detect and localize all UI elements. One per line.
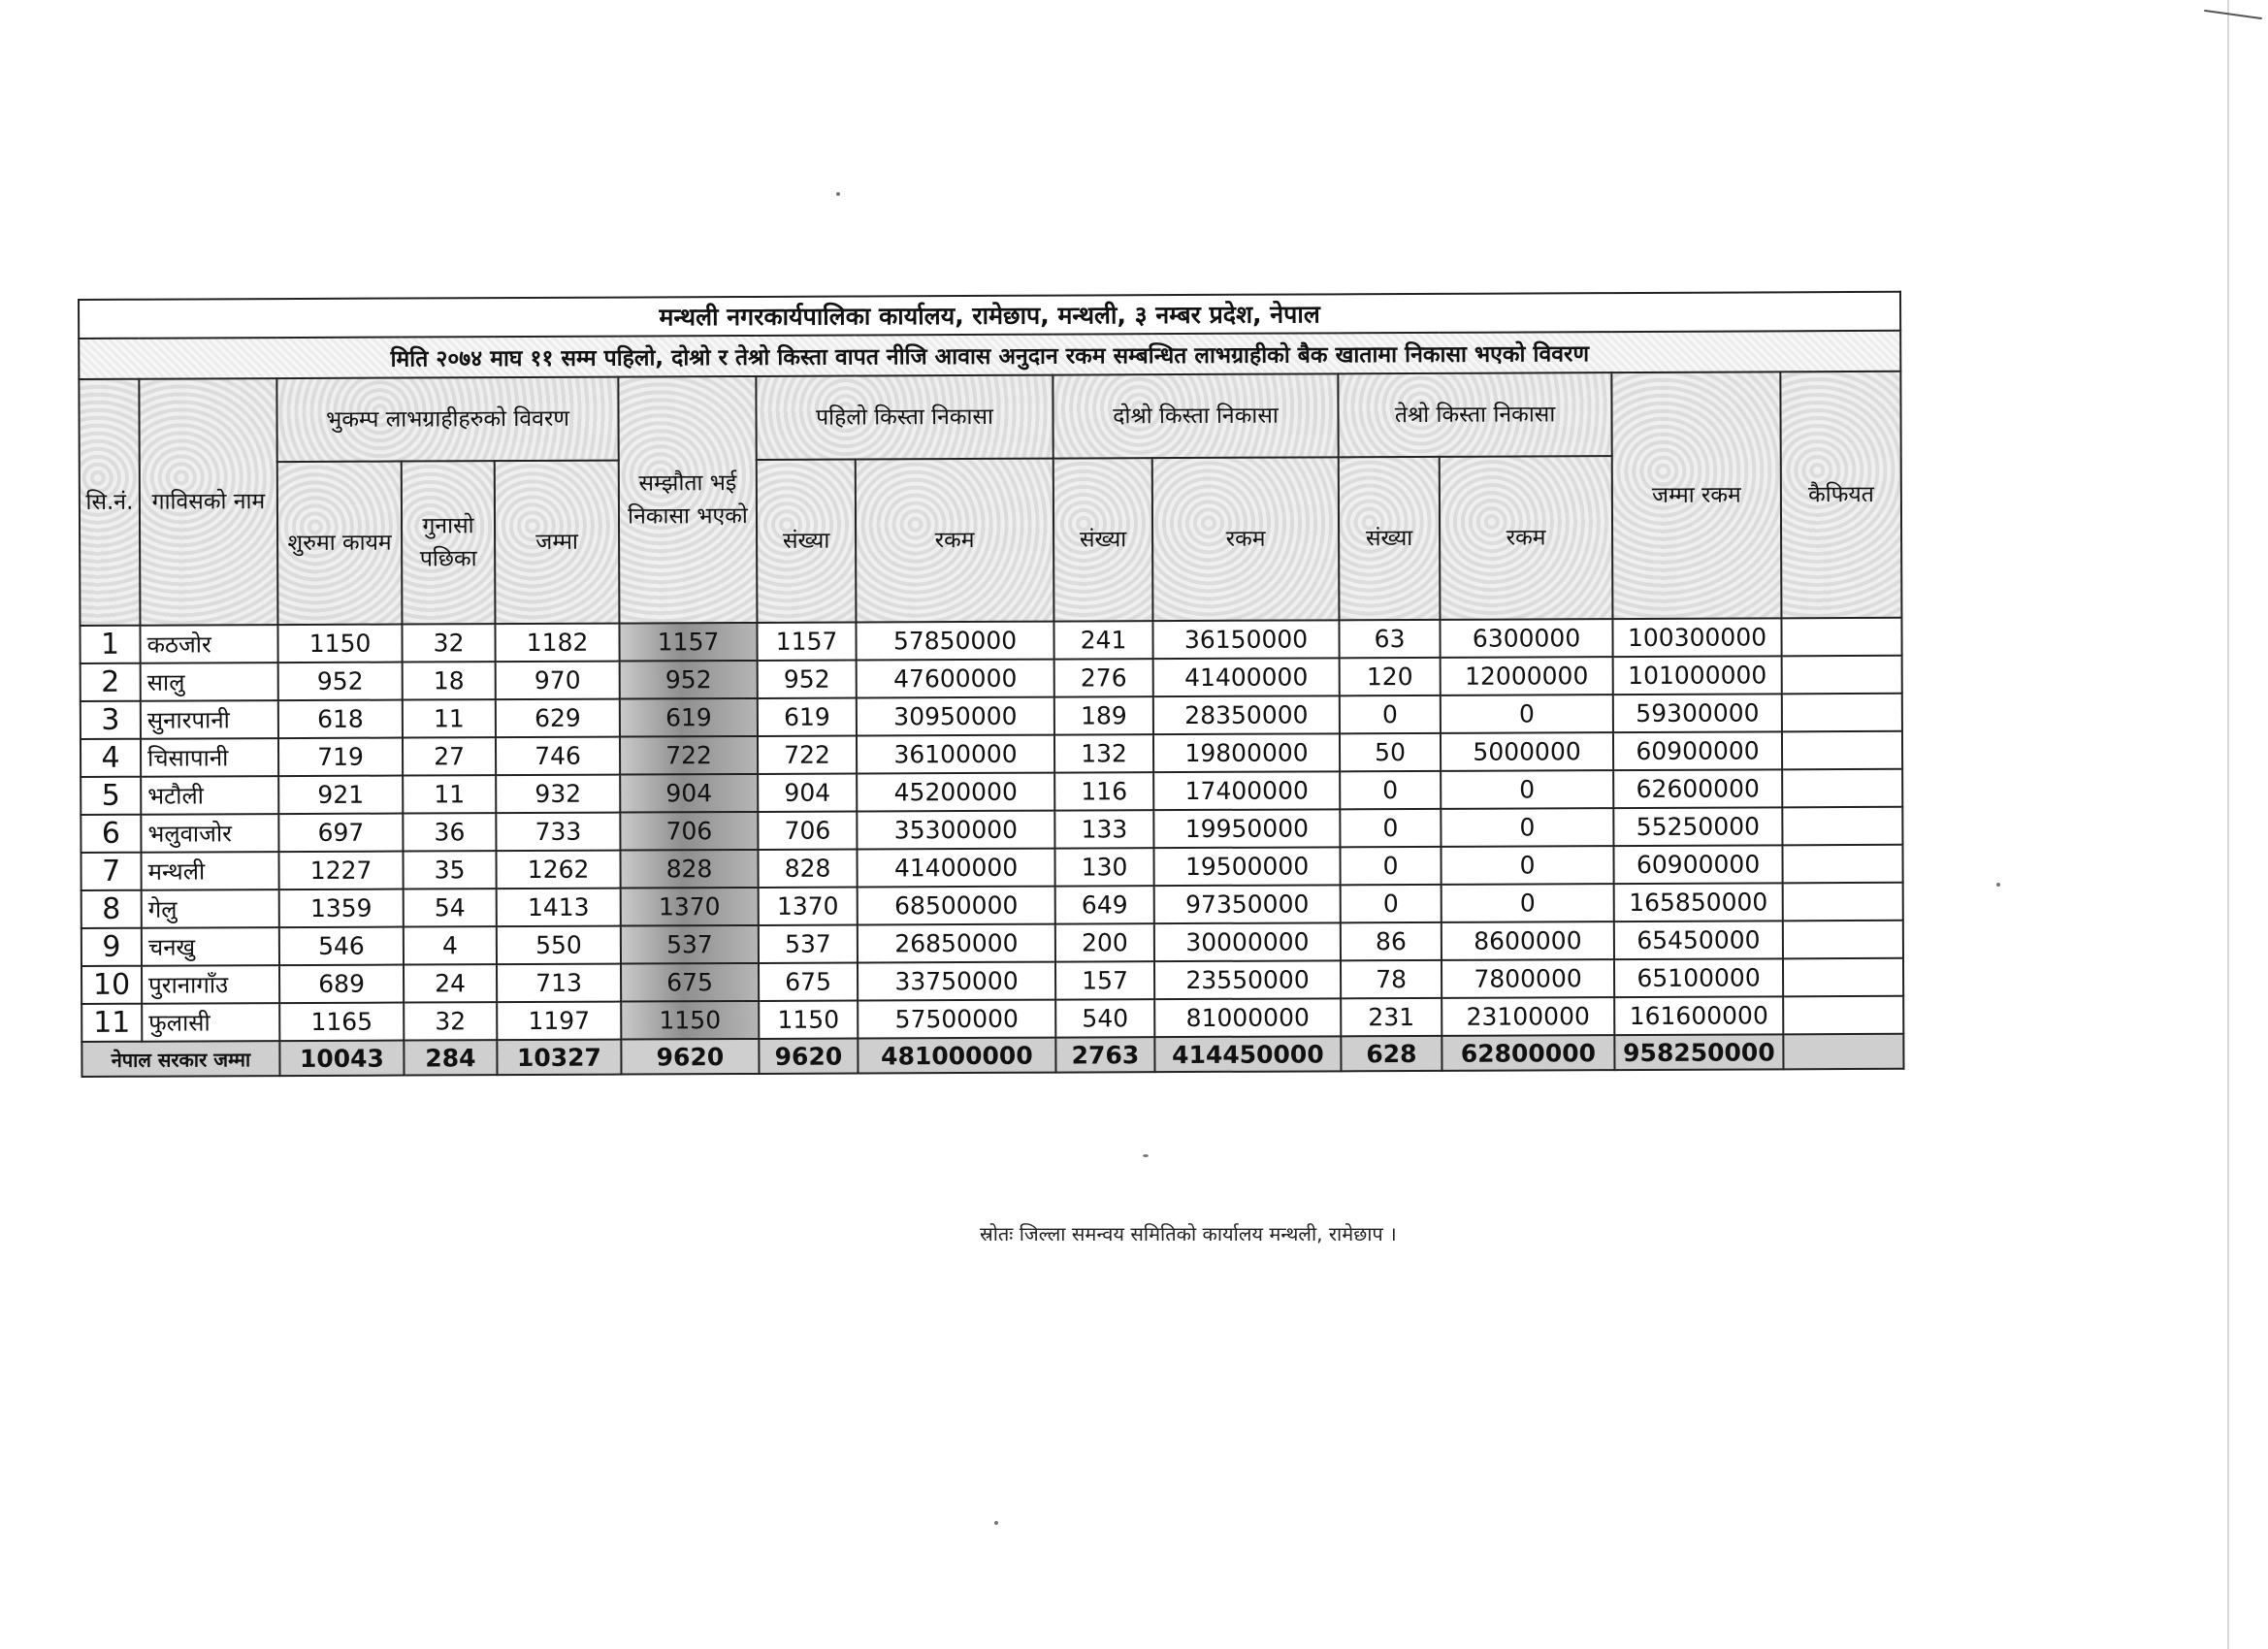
cell-grievance: 32 <box>404 1002 497 1040</box>
header-beneficiary-group: भुकम्प लाभग्राहीहरुको विवरण <box>276 377 618 463</box>
cell-second-count: 189 <box>1054 696 1153 734</box>
totals-second-count: 2763 <box>1055 1037 1154 1072</box>
cell-initial: 546 <box>279 927 404 966</box>
cell-third-amount: 7800000 <box>1442 959 1614 998</box>
totals-label: नेपाल सरकार जम्मा <box>81 1041 279 1077</box>
cell-sn: 9 <box>81 928 142 966</box>
header-agreement: सम्झौता भई निकासा भएको <box>618 376 757 624</box>
cell-third-amount: 5000000 <box>1441 732 1613 771</box>
cell-total: 1197 <box>497 1002 621 1041</box>
cell-second-count: 130 <box>1054 848 1153 886</box>
cell-third-amount: 0 <box>1442 884 1614 922</box>
cell-second-amount: 97350000 <box>1154 885 1341 923</box>
cell-agreement: 706 <box>620 812 758 851</box>
cell-second-amount: 36150000 <box>1152 620 1339 659</box>
cell-second-amount: 41400000 <box>1153 658 1340 696</box>
cell-second-amount: 23550000 <box>1154 960 1341 999</box>
cell-second-amount: 19950000 <box>1153 809 1340 848</box>
cell-initial: 1150 <box>277 625 402 663</box>
cell-second-count: 540 <box>1055 999 1154 1037</box>
cell-agreement: 675 <box>621 963 759 1002</box>
cell-third-count: 63 <box>1339 620 1440 658</box>
cell-second-amount: 19800000 <box>1153 733 1340 772</box>
cell-grand-amount: 55250000 <box>1613 807 1782 846</box>
cell-grievance: 11 <box>403 775 496 813</box>
cell-third-amount: 0 <box>1441 695 1613 733</box>
totals-third-count: 628 <box>1341 1036 1442 1071</box>
totals-grievance: 284 <box>404 1040 497 1075</box>
cell-second-amount: 81000000 <box>1154 998 1341 1037</box>
cell-remarks <box>1783 883 1903 922</box>
cell-second-count: 276 <box>1054 659 1153 696</box>
header-second-amount: रकम <box>1152 457 1340 621</box>
cell-grievance: 35 <box>403 851 496 889</box>
cell-third-count: 231 <box>1341 998 1442 1036</box>
cell-initial: 697 <box>278 814 403 853</box>
cell-third-amount: 0 <box>1441 770 1613 809</box>
header-first-amount: रकम <box>856 459 1054 623</box>
cell-first-count: 537 <box>759 924 858 962</box>
report-subtitle: मिति २०७४ माघ ११ सम्म पहिलो, दोश्रो र तेश्रो किस्ता वापत नीजि आवास अनुदान रकम सम्बन्धित लाभग्राहीको बैक खातामा निकासा भएको विवरण <box>79 331 1900 379</box>
cell-remarks <box>1782 731 1902 770</box>
cell-grand-amount: 60900000 <box>1613 731 1782 770</box>
cell-second-count: 157 <box>1055 961 1154 999</box>
cell-remarks <box>1782 845 1902 884</box>
report-table <box>78 291 1905 1078</box>
totals-third-amount: 62800000 <box>1442 1035 1614 1071</box>
cell-total: 713 <box>497 964 621 1003</box>
cell-third-count: 0 <box>1340 847 1441 885</box>
totals-second-amount: 414450000 <box>1154 1036 1341 1072</box>
cell-first-count: 675 <box>759 962 858 1000</box>
cell-third-count: 0 <box>1340 809 1441 847</box>
cell-grievance: 32 <box>402 624 495 662</box>
totals-first-amount: 481000000 <box>858 1038 1055 1074</box>
cell-sn: 8 <box>81 890 142 928</box>
cell-second-amount: 17400000 <box>1153 771 1340 810</box>
cell-second-amount: 28350000 <box>1153 695 1340 734</box>
cell-total: 1413 <box>497 889 621 927</box>
cell-first-count: 1150 <box>759 1000 858 1038</box>
cell-agreement: 722 <box>620 736 758 775</box>
cell-name: कठजोर <box>140 625 277 663</box>
cell-sn: 2 <box>81 663 141 701</box>
cell-remarks <box>1783 921 1903 959</box>
cell-first-count: 952 <box>758 661 857 698</box>
cell-agreement: 1370 <box>621 888 759 926</box>
cell-grievance: 11 <box>403 699 496 737</box>
header-second-count: संख्या <box>1053 458 1153 621</box>
cell-first-count: 828 <box>758 849 857 887</box>
cell-third-amount: 0 <box>1441 846 1613 885</box>
cell-name: गेलु <box>142 889 279 928</box>
cell-grievance: 27 <box>403 737 496 775</box>
header-third-installment: तेश्रो किस्ता निकासा <box>1338 372 1611 457</box>
cell-sn: 4 <box>81 739 141 777</box>
cell-grand-amount: 65100000 <box>1614 958 1783 997</box>
cell-sn: 11 <box>81 1004 142 1042</box>
cell-total: 746 <box>496 737 620 776</box>
cell-agreement: 952 <box>620 661 758 699</box>
cell-initial: 719 <box>278 738 403 777</box>
cell-third-amount: 12000000 <box>1441 657 1613 695</box>
cell-second-count: 132 <box>1054 734 1153 772</box>
header-sn: सि.नं. <box>79 379 140 626</box>
scan-speck <box>1996 883 2000 887</box>
cell-first-amount: 47600000 <box>857 660 1054 698</box>
cell-first-amount: 41400000 <box>857 849 1054 888</box>
cell-sn: 1 <box>80 626 140 663</box>
header-first-installment: पहिलो किस्ता निकासा <box>756 375 1053 460</box>
cell-initial: 1227 <box>278 852 403 890</box>
cell-agreement: 619 <box>620 698 758 737</box>
cell-first-amount: 30950000 <box>857 697 1054 736</box>
header-initial: शुरुमा कायम <box>277 462 403 626</box>
cell-third-amount: 0 <box>1441 808 1613 847</box>
corner-mark <box>2204 10 2262 19</box>
cell-total: 550 <box>497 926 621 965</box>
cell-name: सुनारपानी <box>141 700 278 739</box>
cell-agreement: 537 <box>621 925 759 964</box>
cell-grand-amount: 165850000 <box>1614 883 1783 922</box>
cell-second-count: 200 <box>1055 923 1154 961</box>
source-note: स्रोतः जिल्ला समन्वय समितिको कार्यालय मन्थली, रामेछाप । <box>980 1222 1397 1245</box>
cell-name: भलुवाजोर <box>141 814 278 853</box>
cell-remarks <box>1783 958 1903 997</box>
cell-third-amount: 6300000 <box>1440 619 1612 658</box>
table-body <box>80 618 1903 1042</box>
cell-sn: 6 <box>81 815 141 853</box>
cell-third-amount: 8600000 <box>1442 922 1614 960</box>
cell-second-count: 116 <box>1054 772 1153 810</box>
cell-remarks <box>1782 807 1902 846</box>
cell-grievance: 18 <box>403 662 496 699</box>
cell-grievance: 4 <box>404 926 497 964</box>
cell-initial: 921 <box>278 776 403 815</box>
totals-total: 10327 <box>497 1040 621 1076</box>
cell-third-count: 78 <box>1341 960 1442 998</box>
header-third-amount: रकम <box>1440 456 1613 620</box>
cell-total: 1182 <box>495 624 619 663</box>
cell-initial: 689 <box>279 965 404 1004</box>
cell-initial: 1165 <box>279 1003 404 1042</box>
header-vdc-name: गाविसको नाम <box>139 378 277 626</box>
cell-initial: 952 <box>278 663 403 701</box>
cell-grievance: 54 <box>404 889 497 926</box>
cell-total: 629 <box>496 699 620 738</box>
totals-row <box>81 1034 1903 1077</box>
cell-total: 733 <box>496 813 620 852</box>
cell-second-count: 649 <box>1055 886 1154 923</box>
cell-agreement: 904 <box>620 774 758 813</box>
cell-first-amount: 57500000 <box>858 1000 1055 1039</box>
report-title: मन्थली नगरकार्यपालिका कार्यालय, रामेछाप, मन्थली, ३ नम्बर प्रदेश, नेपाल <box>79 292 1900 339</box>
header-total: जम्मा <box>495 461 620 625</box>
cell-sn: 5 <box>81 777 141 815</box>
cell-second-amount: 19500000 <box>1153 847 1340 886</box>
report-table-container <box>78 291 1902 1078</box>
header-third-count: संख्या <box>1339 457 1441 620</box>
cell-first-amount: 45200000 <box>857 773 1054 812</box>
cell-remarks <box>1782 769 1902 808</box>
cell-name: चिसापानी <box>141 738 278 777</box>
cell-grievance: 24 <box>404 964 497 1002</box>
page-edge <box>2227 0 2229 1649</box>
cell-grand-amount: 101000000 <box>1613 656 1782 695</box>
cell-initial: 1359 <box>279 889 404 928</box>
cell-total: 932 <box>496 775 620 814</box>
cell-grand-amount: 100300000 <box>1612 618 1781 657</box>
cell-name: भटौली <box>141 776 278 815</box>
cell-third-count: 0 <box>1340 695 1441 733</box>
totals-first-count: 9620 <box>759 1038 858 1073</box>
cell-first-amount: 57850000 <box>856 622 1053 661</box>
header-grievance: गुनासो पछिका <box>402 461 496 624</box>
cell-first-count: 619 <box>758 698 857 736</box>
cell-grievance: 36 <box>403 813 496 851</box>
cell-third-amount: 23100000 <box>1442 997 1614 1036</box>
totals-remarks <box>1783 1034 1903 1070</box>
cell-grand-amount: 62600000 <box>1613 769 1782 808</box>
header-grand-amount: जम्मा रकम <box>1611 372 1781 619</box>
cell-third-count: 50 <box>1340 733 1441 771</box>
cell-remarks <box>1782 656 1902 695</box>
cell-first-count: 706 <box>758 811 857 849</box>
cell-second-count: 241 <box>1053 621 1152 659</box>
cell-first-amount: 68500000 <box>858 887 1055 925</box>
scan-speck <box>1143 1154 1149 1157</box>
cell-third-count: 0 <box>1340 771 1441 809</box>
cell-first-amount: 35300000 <box>857 811 1054 850</box>
cell-agreement: 1150 <box>621 1001 759 1040</box>
totals-initial: 10043 <box>279 1041 404 1077</box>
cell-third-count: 86 <box>1341 922 1442 960</box>
cell-grand-amount: 59300000 <box>1613 694 1782 732</box>
cell-first-amount: 26850000 <box>858 924 1055 963</box>
cell-first-amount: 33750000 <box>858 962 1055 1001</box>
cell-agreement: 828 <box>620 850 758 889</box>
cell-grand-amount: 60900000 <box>1613 845 1782 884</box>
cell-name: मन्थली <box>141 852 278 890</box>
cell-name: चनखु <box>142 927 279 966</box>
cell-name: फुलासी <box>142 1003 279 1042</box>
cell-first-count: 1370 <box>759 887 858 924</box>
totals-grand-amount: 958250000 <box>1614 1034 1783 1070</box>
cell-grand-amount: 161600000 <box>1614 996 1783 1035</box>
cell-name: पुरानागाँउ <box>142 965 279 1004</box>
cell-third-count: 120 <box>1340 658 1441 695</box>
cell-initial: 618 <box>278 700 403 739</box>
header-first-count: संख्या <box>757 460 857 623</box>
cell-agreement: 1157 <box>619 623 757 662</box>
cell-name: सालु <box>141 663 278 701</box>
cell-sn: 3 <box>81 701 141 739</box>
cell-grand-amount: 65450000 <box>1614 921 1783 959</box>
cell-second-count: 133 <box>1054 810 1153 848</box>
cell-first-amount: 36100000 <box>857 735 1054 774</box>
cell-third-count: 0 <box>1341 885 1442 922</box>
cell-first-count: 722 <box>758 736 857 774</box>
header-remarks: कैफियत <box>1780 372 1901 619</box>
cell-sn: 7 <box>81 853 141 890</box>
cell-remarks <box>1781 618 1901 657</box>
cell-remarks <box>1782 694 1902 732</box>
cell-sn: 10 <box>81 966 142 1004</box>
totals-agreement: 9620 <box>621 1039 759 1075</box>
header-second-installment: दोश्रो किस्ता निकासा <box>1053 373 1338 458</box>
scan-speck <box>836 192 840 196</box>
cell-first-count: 904 <box>758 774 857 812</box>
cell-second-amount: 30000000 <box>1154 922 1341 961</box>
scan-speck <box>994 1521 998 1525</box>
cell-total: 1262 <box>496 851 620 889</box>
cell-total: 970 <box>496 662 620 700</box>
cell-first-count: 1157 <box>757 623 856 661</box>
cell-remarks <box>1783 996 1903 1035</box>
